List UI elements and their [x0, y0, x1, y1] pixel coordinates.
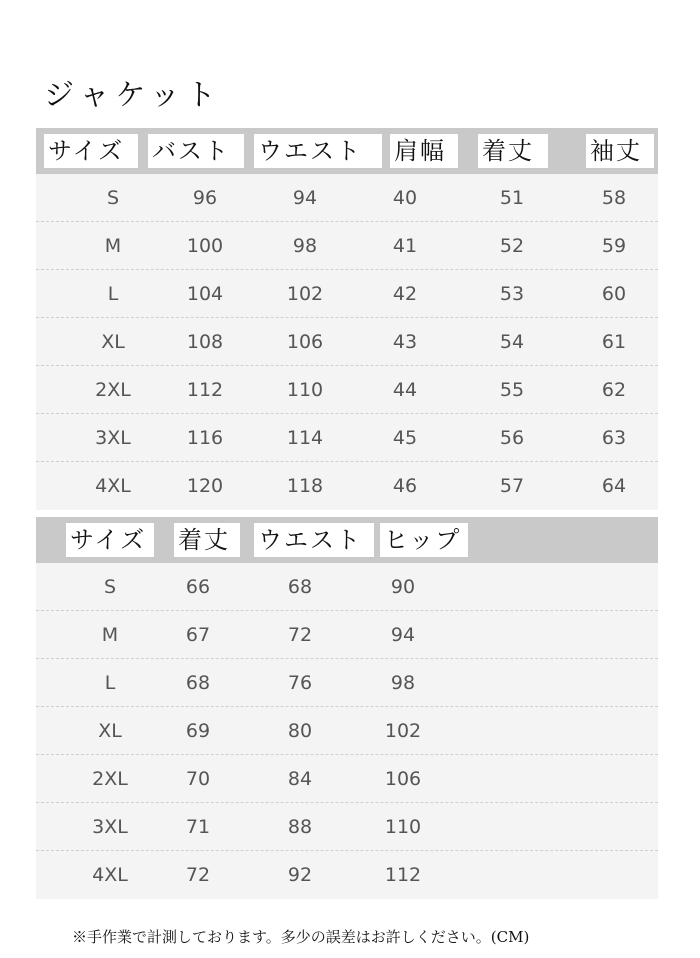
waist-cell: 72 [287, 624, 313, 646]
table-row [36, 707, 658, 755]
jacket-table-header [36, 128, 658, 174]
table-row [36, 366, 658, 414]
size-cell: M [104, 235, 122, 257]
size-cell: L [107, 283, 119, 305]
length-cell: 66 [185, 576, 211, 598]
bust-cell: 112 [186, 379, 224, 401]
length-cell: 53 [499, 283, 525, 305]
sleeve-cell: 63 [601, 427, 627, 449]
pants-table-header [36, 517, 658, 563]
length-cell: 54 [499, 331, 525, 353]
length-cell: 56 [499, 427, 525, 449]
waist-cell: 80 [287, 720, 313, 742]
header-shoulder: 肩幅 [390, 134, 458, 168]
shoulder-cell: 41 [392, 235, 418, 257]
size-cell: 2XL [92, 768, 128, 790]
header-sleeve: 袖丈 [586, 134, 654, 168]
sleeve-cell: 60 [601, 283, 627, 305]
sleeve-cell: 61 [601, 331, 627, 353]
size-cell: M [101, 624, 119, 646]
header-bust: バスト [148, 134, 244, 168]
hip-cell: 90 [390, 576, 416, 598]
hip-cell: 112 [384, 864, 422, 886]
size-cell: 3XL [92, 816, 128, 838]
length-cell: 71 [185, 816, 211, 838]
sleeve-cell: 58 [601, 187, 627, 209]
size-cell: 4XL [92, 864, 128, 886]
sleeve-cell: 64 [601, 475, 627, 497]
waist-cell: 114 [286, 427, 324, 449]
bust-cell: 116 [186, 427, 224, 449]
length-cell: 68 [185, 672, 211, 694]
shoulder-cell: 44 [392, 379, 418, 401]
table-row [36, 803, 658, 851]
table-row [36, 462, 658, 510]
page-title: ジャケット [44, 78, 222, 113]
table-row [36, 270, 658, 318]
table-row [36, 851, 658, 899]
header-length: 着丈 [174, 523, 240, 557]
waist-cell: 68 [287, 576, 313, 598]
waist-cell: 92 [287, 864, 313, 886]
shoulder-cell: 46 [392, 475, 418, 497]
table-row [36, 318, 658, 366]
pants-table-body [36, 563, 658, 899]
measurement-note: ※手作業で計測しております。多少の誤差はお許しください。(CM) [72, 928, 530, 946]
length-cell: 67 [185, 624, 211, 646]
length-cell: 55 [499, 379, 525, 401]
table-row [36, 659, 658, 707]
table-row [36, 611, 658, 659]
header-waist: ウエスト [254, 134, 382, 168]
hip-cell: 106 [384, 768, 422, 790]
sleeve-cell: 62 [601, 379, 627, 401]
size-cell: L [104, 672, 116, 694]
jacket-size-table [36, 128, 658, 510]
size-cell: S [103, 576, 117, 598]
waist-cell: 98 [292, 235, 318, 257]
waist-cell: 76 [287, 672, 313, 694]
header-hip: ヒップ [380, 523, 468, 557]
header-waist: ウエスト [254, 523, 374, 557]
bust-cell: 100 [186, 235, 224, 257]
shoulder-cell: 43 [392, 331, 418, 353]
length-cell: 72 [185, 864, 211, 886]
hip-cell: 98 [390, 672, 416, 694]
table-row [36, 174, 658, 222]
header-size: サイズ [44, 134, 138, 168]
table-row [36, 222, 658, 270]
size-cell: 3XL [95, 427, 131, 449]
size-cell: XL [98, 720, 122, 742]
hip-cell: 102 [384, 720, 422, 742]
shoulder-cell: 45 [392, 427, 418, 449]
waist-cell: 106 [286, 331, 324, 353]
header-length: 着丈 [478, 134, 548, 168]
waist-cell: 88 [287, 816, 313, 838]
bust-cell: 120 [186, 475, 224, 497]
header-size: サイズ [66, 523, 154, 557]
length-cell: 69 [185, 720, 211, 742]
shoulder-cell: 42 [392, 283, 418, 305]
shoulder-cell: 40 [392, 187, 418, 209]
size-cell: XL [101, 331, 125, 353]
waist-cell: 84 [287, 768, 313, 790]
size-cell: 4XL [95, 475, 131, 497]
waist-cell: 102 [286, 283, 324, 305]
length-cell: 70 [185, 768, 211, 790]
size-cell: S [106, 187, 120, 209]
waist-cell: 94 [292, 187, 318, 209]
pants-size-table [36, 517, 658, 899]
length-cell: 57 [499, 475, 525, 497]
waist-cell: 118 [286, 475, 324, 497]
bust-cell: 104 [186, 283, 224, 305]
jacket-table-body [36, 174, 658, 510]
length-cell: 51 [499, 187, 525, 209]
bust-cell: 108 [186, 331, 224, 353]
waist-cell: 110 [286, 379, 324, 401]
hip-cell: 110 [384, 816, 422, 838]
table-row [36, 414, 658, 462]
hip-cell: 94 [390, 624, 416, 646]
size-cell: 2XL [95, 379, 131, 401]
table-row [36, 755, 658, 803]
table-row [36, 563, 658, 611]
sleeve-cell: 59 [601, 235, 627, 257]
length-cell: 52 [499, 235, 525, 257]
bust-cell: 96 [192, 187, 218, 209]
